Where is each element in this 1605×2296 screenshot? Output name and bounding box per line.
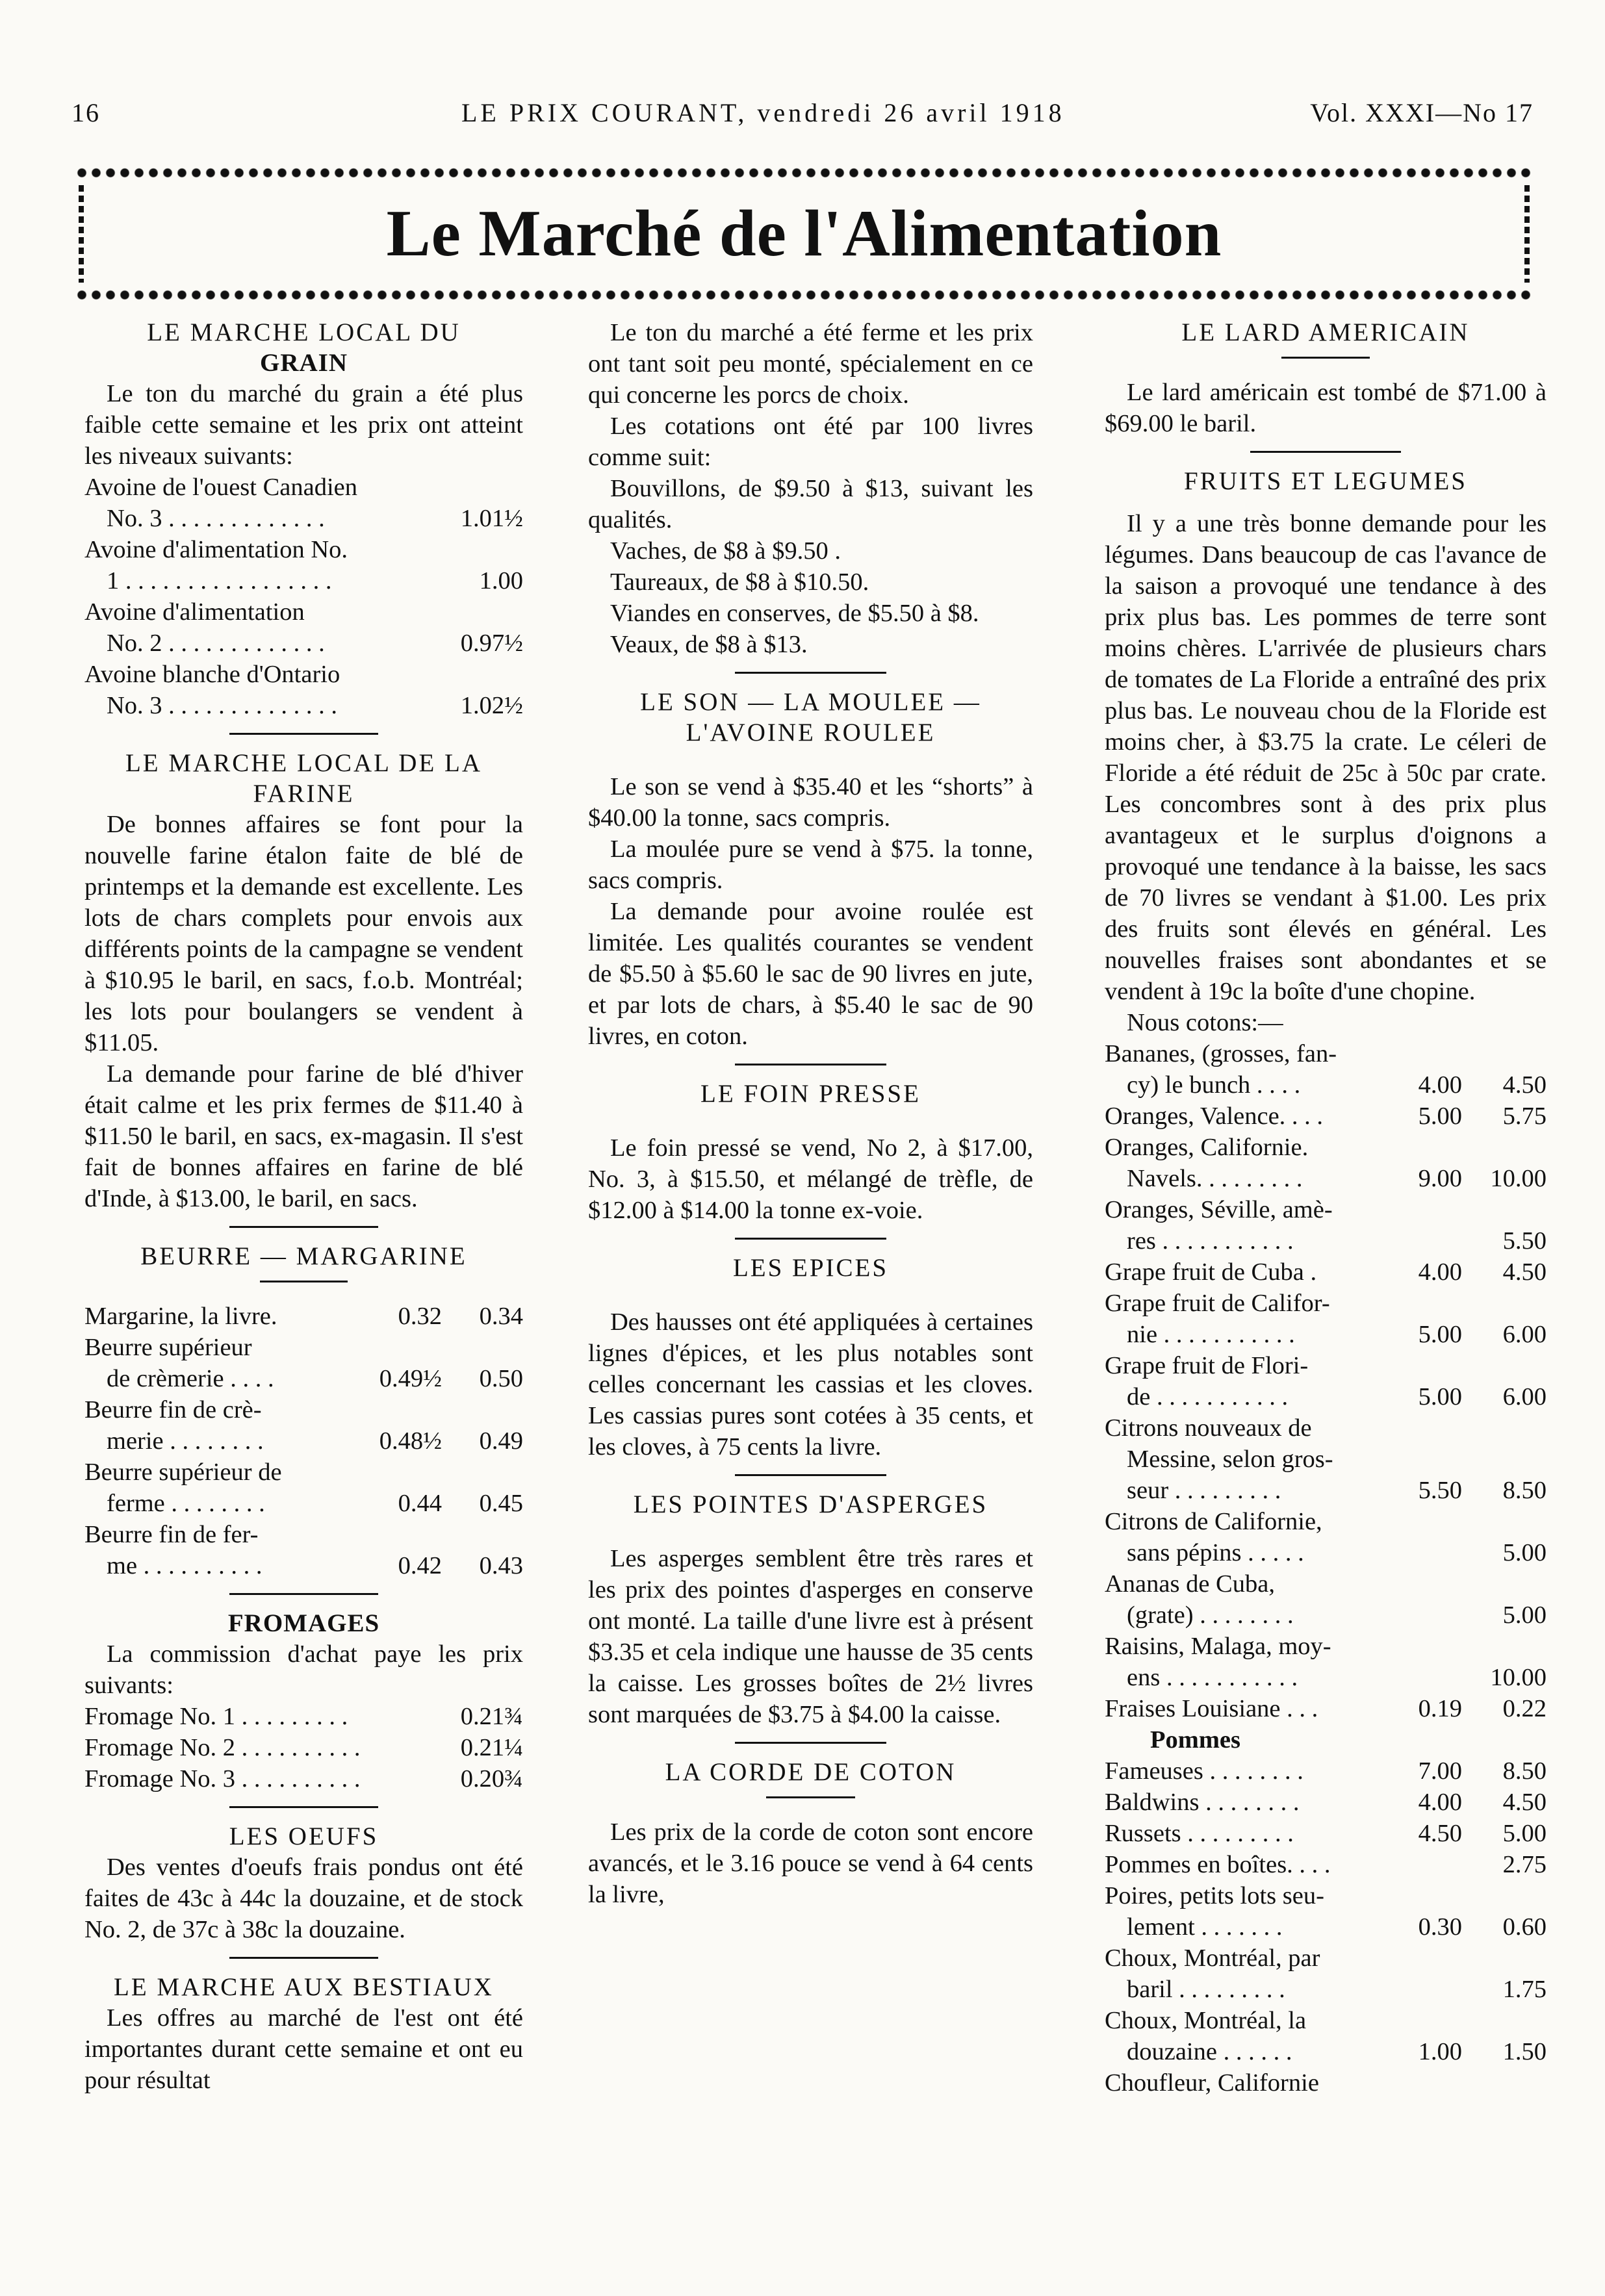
product-name: Beurre fin de fer-: [84, 1521, 259, 1548]
running-head: [71, 97, 1534, 136]
heading-underline: [766, 1796, 855, 1798]
price-min: [1391, 1974, 1462, 2005]
product-name: Citrons nouveaux de: [1105, 1414, 1312, 1442]
price-max: 0.49: [479, 1427, 523, 1455]
section-divider: [735, 1238, 886, 1240]
section-divider: [229, 1957, 379, 1959]
table-row: [1105, 2036, 1547, 2067]
coton-heading: LA CORDE DE COTON: [665, 1758, 957, 1786]
table-row: [84, 1732, 523, 1763]
product-name: Poires, petits lots seu-: [1105, 1882, 1324, 1909]
price-min: 0.49½: [379, 1365, 442, 1392]
price-max: 8.50: [1502, 1757, 1547, 1785]
product-name: Choux, Montréal, la: [1105, 2007, 1307, 2034]
bestiaux-continued-1: Le ton du marché a été ferme et les prix ont tant soit peu monté, spécialement en ce qui concerne les porcs de choix.: [588, 319, 1033, 409]
grain-intro: Le ton du marché du grain a été plus faible cette semaine et les prix ont atteint les niveaux suivants:: [84, 380, 523, 470]
product-name: Oranges, Valence. . . .: [1105, 1103, 1324, 1130]
price-min: 9.00: [1418, 1165, 1462, 1192]
fromages-price-table: [84, 1701, 523, 1794]
son-paragraph-1: Le son se vend à $35.40 et les “shorts” à $40.00 la tonne, sacs compris.: [588, 773, 1033, 832]
table-row: [1105, 1911, 1547, 1943]
price-max: 5.00: [1502, 1820, 1547, 1847]
section-divider: [229, 1593, 379, 1595]
table-row: [84, 1301, 523, 1332]
grain-item-sub: No. 3 . . . . . . . . . . . . . .: [107, 692, 338, 719]
publication-line: LE PRIX COURANT, vendredi 26 avril 1918: [461, 98, 1065, 127]
product-name: Russets . . . . . . . . .: [1105, 1820, 1294, 1847]
table-row: [1105, 2067, 1547, 2098]
section-divider: [229, 733, 379, 735]
heading-underline: [260, 1281, 348, 1282]
oeufs-heading: LES OEUFS: [229, 1822, 379, 1850]
product-name: Grape fruit de Cuba .: [1105, 1258, 1317, 1286]
table-row: [1105, 1849, 1547, 1880]
price-max: 5.00: [1502, 1539, 1547, 1566]
price-min: [1391, 1537, 1462, 1568]
price-max: 8.50: [1502, 1477, 1547, 1504]
price: 0.20¾: [460, 1765, 523, 1792]
table-row: [1105, 2005, 1547, 2036]
column-3: [1105, 317, 1547, 2279]
price-max: 5.00: [1502, 1601, 1547, 1629]
product-name: Grape fruit de Flori-: [1105, 1352, 1309, 1379]
table-row: [1105, 1069, 1547, 1101]
table-row: [1105, 1101, 1547, 1132]
product-sub: merie . . . . . . . .: [107, 1427, 264, 1455]
son-paragraph-2: La moulée pure se vend à $75. la tonne, sacs compris.: [588, 835, 1033, 894]
price-max: 4.50: [1502, 1258, 1547, 1286]
grain-item-name: Avoine blanche d'Ontario: [84, 661, 340, 688]
product-sub: me . . . . . . . . . .: [107, 1552, 263, 1579]
product-name: Beurre supérieur: [84, 1334, 252, 1361]
product-sub: ferme . . . . . . . .: [107, 1490, 265, 1517]
price-max: 0.45: [479, 1490, 523, 1517]
table-row: [84, 1394, 523, 1425]
price-max: 0.60: [1502, 1913, 1547, 1941]
table-row: [1105, 1350, 1547, 1381]
grain-item-name: Avoine de l'ouest Canadien: [84, 474, 357, 501]
product-sub: nie . . . . . . . . . . .: [1127, 1321, 1295, 1348]
product-sub: Messine, selon gros-: [1127, 1446, 1333, 1473]
product-name: Oranges, Séville, amè-: [1105, 1196, 1333, 1223]
product-sub: seur . . . . . . . . .: [1127, 1477, 1281, 1504]
epices-heading: LES EPICES: [732, 1254, 889, 1282]
epices-text: Des hausses ont été appliquées à certaines lignes d'épices, et les plus notables sont celles concernant les cassias et les cloves. Les cassias pures sont cotées à 35 cents, et les cloves, à 75 cents la livre.: [588, 1308, 1033, 1461]
price-min: 5.50: [1418, 1477, 1462, 1504]
product-name: Beurre supérieur de: [84, 1459, 282, 1486]
table-row: [1105, 1600, 1547, 1631]
table-row: [1105, 1194, 1547, 1225]
price-min: 4.00: [1418, 1071, 1462, 1099]
product-name: Ananas de Cuba,: [1105, 1570, 1275, 1598]
price-min: [1391, 1849, 1462, 1880]
section-divider: [735, 1064, 886, 1065]
pommes-subheading: Pommes: [1150, 1726, 1240, 1754]
price-max: 6.00: [1502, 1321, 1547, 1348]
table-row: [1105, 1693, 1547, 1724]
price-min: 0.44: [398, 1490, 442, 1517]
fromages-heading: FROMAGES: [227, 1609, 380, 1637]
price-max: 5.50: [1502, 1227, 1547, 1255]
product-name: Choufleur, Californie: [1105, 2069, 1319, 2097]
price-max: 4.50: [1502, 1789, 1547, 1816]
price-max: 10.00: [1490, 1165, 1547, 1192]
table-row: [1105, 1818, 1547, 1849]
product-name: Fromage No. 2 . . . . . . . . . .: [84, 1734, 361, 1761]
asperges-heading: LES POINTES D'ASPERGES: [633, 1490, 988, 1518]
price-min: [1391, 1600, 1462, 1631]
product-sub: de crèmerie . . . .: [107, 1365, 274, 1392]
fruits-heading: FRUITS ET LEGUMES: [1184, 467, 1467, 495]
product-sub: sans pépins . . . . .: [1127, 1539, 1304, 1566]
product-name: Choux, Montréal, par: [1105, 1945, 1320, 1972]
asperges-text: Les asperges semblent être très rares et les prix des pointes d'asperges en conserve ont monté. La taille d'une livre est à présent $3.35 et cela indique une hausse de 35 cents la caisse. Les grosses boîtes de 2½ livres sont marquées de $3.75 à $4.00 la caisse.: [588, 1545, 1033, 1728]
table-row: [84, 1519, 523, 1550]
price-min: 1.00: [1418, 2038, 1462, 2065]
product-name: Raisins, Malaga, moy-: [1105, 1633, 1331, 1660]
fruits-price-table: [1105, 1038, 1547, 2098]
table-row: [1105, 1256, 1547, 1288]
farine-heading: LE MARCHE LOCAL DE LA: [125, 749, 482, 777]
product-name: Citrons de Californie,: [1105, 1508, 1322, 1535]
table-row: [84, 1550, 523, 1581]
bestiaux-continued-6: Viandes en conserves, de $5.50 à $8.: [610, 600, 979, 627]
grain-item-price: 0.97½: [460, 630, 523, 657]
table-row: [84, 1763, 523, 1794]
table-row: [1105, 1225, 1547, 1256]
table-row: [1105, 1475, 1547, 1506]
column-2: [588, 317, 1033, 2279]
bestiaux-continued-4: Vaches, de $8 à $9.50 .: [610, 537, 841, 565]
price-max: 0.22: [1502, 1695, 1547, 1722]
product-sub: lement . . . . . . .: [1127, 1913, 1283, 1941]
price-min: 0.48½: [379, 1427, 442, 1455]
section-divider: [229, 1806, 379, 1808]
price-min: 0.19: [1418, 1695, 1462, 1722]
heading-underline: [1281, 357, 1370, 359]
table-row: [84, 1457, 523, 1488]
price-max: 6.00: [1502, 1383, 1547, 1410]
product-sub: ens . . . . . . . . . . .: [1127, 1664, 1298, 1691]
bestiaux-continued-3: Bouvillons, de $9.50 à $13, suivant les qualités.: [588, 475, 1033, 533]
son-paragraph-3: La demande pour avoine roulée est limitée. Les qualités courantes se vendent de $5.50 à $5.60 le sac de 90 livres en jute, et par lots de chars, à $5.40 le sac de 90 livres, en coton.: [588, 898, 1033, 1050]
bestiaux-continued-2: Les cotations ont été par 100 livres comme suit:: [588, 413, 1033, 471]
product-name: Fraises Louisiane . . .: [1105, 1695, 1318, 1722]
product-name: Beurre fin de crè-: [84, 1396, 262, 1423]
price-max: 1.50: [1502, 2038, 1547, 2065]
price-max: 1.75: [1502, 1976, 1547, 2003]
beurre-price-table: [84, 1301, 523, 1581]
table-row: [1105, 1943, 1547, 1974]
product-name: Pommes en boîtes. . . .: [1105, 1851, 1331, 1878]
farine-paragraph-2: La demande pour farine de blé d'hiver était calme et les prix fermes de $11.40 à $11.50 le baril, en sacs, ex-magasin. Il s'est fait de bonnes affaires en farine de blé d'Inde, à $13.00, le baril, en sacs.: [84, 1060, 523, 1212]
foin-text: Le foin pressé se vend, No 2, à $17.00, No. 3, à $15.50, et mélangé de trèfle, de $12.00 à $14.00 la tonne ex-voie.: [588, 1134, 1033, 1224]
farine-heading-2: FARINE: [253, 780, 355, 808]
table-row: [1105, 1787, 1547, 1818]
product-sub: res . . . . . . . . . . .: [1127, 1227, 1294, 1255]
section-divider: [735, 1474, 886, 1476]
grain-item-price: 1.02½: [460, 692, 523, 719]
table-row: [1105, 1755, 1547, 1787]
farine-paragraph-1: De bonnes affaires se font pour la nouvelle farine étalon faite de blé de printemps et la demande est excellente. Les lots de chars complets pour envois aux différents points de la campagne se vendent à $10.95 le baril, en sacs, f.o.b. Montréal; les lots pour boulangers se vendent à $11.05.: [84, 811, 523, 1056]
grain-item-sub: No. 3 . . . . . . . . . . . . .: [107, 505, 325, 532]
grain-price-list: [84, 472, 523, 721]
price-min: [1391, 1225, 1462, 1256]
product-name: Baldwins . . . . . . . .: [1105, 1789, 1300, 1816]
table-row: [1105, 1724, 1547, 1755]
product-name: Margarine, la livre.: [84, 1303, 277, 1330]
product-sub: Navels. . . . . . . . .: [1127, 1165, 1303, 1192]
product-sub: baril . . . . . . . . .: [1127, 1976, 1285, 2003]
table-row: [1105, 1163, 1547, 1194]
grain-item-name: Avoine d'alimentation No.: [84, 536, 348, 563]
grain-heading: LE MARCHE LOCAL DU: [147, 318, 461, 346]
section-divider: [735, 672, 886, 674]
table-row: [1105, 1880, 1547, 1911]
section-title: Le Marché de l'Alimentation: [386, 197, 1222, 270]
coton-text: Les prix de la corde de coton sont encore avancés, et le 3.16 pouce se vend à 64 cents la livre,: [588, 1818, 1033, 1908]
price-min: 0.30: [1418, 1913, 1462, 1941]
ornament-border-bottom: [75, 288, 1534, 302]
price-min: 7.00: [1418, 1757, 1462, 1785]
grain-item-price: 1.00: [479, 567, 523, 594]
price-max: 0.43: [479, 1552, 523, 1579]
table-row: [1105, 1412, 1547, 1444]
table-row: [84, 1701, 523, 1732]
price-min: [1391, 1662, 1462, 1693]
fruits-text: Il y a une très bonne demande pour les légumes. Dans beaucoup de cas l'avance de la saison a provoqué une tendance à des prix plus bas. Les pommes de terre sont moins chères. L'arrivée de plusieurs chars de tomates de La Floride a entraîné des prix plus bas. Le nouveau chou de la Floride est moins cher, à $3.75 la crate. Le céleri de Floride a été réduit de 25c à 50c par crate. Les concombres sont à des prix plus avantageux et le surplus d'oignons a provoqué une tendance à la baisse, les sacs de 70 livres se vendant à $1.00. Les prix des fruits sont élevés en général. Les nouvelles fraises sont abondantes et se vendent à 19c la boîte d'une chopine.: [1105, 510, 1547, 1005]
product-name: Grape fruit de Califor-: [1105, 1290, 1330, 1317]
price-max: 4.50: [1502, 1071, 1547, 1099]
table-row: [1105, 1537, 1547, 1568]
product-name: Fameuses . . . . . . . .: [1105, 1757, 1303, 1785]
price-min: 5.00: [1418, 1321, 1462, 1348]
price-max: 0.50: [479, 1365, 523, 1392]
table-row: [1105, 1132, 1547, 1163]
product-sub: cy) le bunch . . . .: [1127, 1071, 1301, 1099]
price: 0.21¼: [460, 1734, 523, 1761]
price-max: 0.34: [479, 1303, 523, 1330]
price-min: 0.32: [398, 1303, 442, 1330]
table-row: [1105, 1288, 1547, 1319]
bestiaux-heading: LE MARCHE AUX BESTIAUX: [114, 1973, 494, 2001]
section-divider: [229, 1226, 379, 1228]
bestiaux-continued-7: Veaux, de $8 à $13.: [610, 631, 808, 658]
price-min: 4.50: [1418, 1820, 1462, 1847]
grain-item-sub: No. 2 . . . . . . . . . . . . .: [107, 630, 325, 657]
volume-number: Vol. XXXI—No 17: [1310, 98, 1534, 127]
table-row: [1105, 1974, 1547, 2005]
oeufs-text: Des ventes d'oeufs frais pondus ont été faites de 43c à 44c la douzaine, et de stock No. 2, de 37c à 38c la douzaine.: [84, 1854, 523, 1943]
lard-text: Le lard américain est tombé de $71.00 à $69.00 le baril.: [1105, 379, 1547, 437]
table-row: [1105, 1444, 1547, 1475]
table-row: [84, 1425, 523, 1457]
price-min: 4.00: [1418, 1789, 1462, 1816]
product-name: Fromage No. 3 . . . . . . . . . .: [84, 1765, 361, 1792]
ornament-border-top: [75, 166, 1534, 180]
price-max: 5.75: [1502, 1103, 1547, 1130]
column-1: [84, 317, 523, 2279]
section-banner: [75, 166, 1534, 302]
table-row: [84, 1488, 523, 1519]
beurre-heading: BEURRE — MARGARINE: [140, 1242, 467, 1270]
grain-item-sub: 1 . . . . . . . . . . . . . . . . .: [107, 567, 332, 594]
table-row: [1105, 1662, 1547, 1693]
table-row: [1105, 1319, 1547, 1350]
section-divider: [1250, 451, 1400, 453]
fromages-intro: La commission d'achat paye les prix suivants:: [84, 1640, 523, 1699]
table-row: [1105, 1381, 1547, 1412]
table-row: [1105, 1038, 1547, 1069]
price-min: 5.00: [1418, 1383, 1462, 1410]
son-heading-2: L'AVOINE ROULEE: [686, 719, 936, 746]
product-name: Oranges, Californie.: [1105, 1134, 1309, 1161]
product-sub: douzaine . . . . . .: [1127, 2038, 1292, 2065]
foin-heading: LE FOIN PRESSE: [700, 1080, 921, 1108]
price-max: 2.75: [1502, 1851, 1547, 1878]
price-max: 10.00: [1490, 1664, 1547, 1691]
bestiaux-continued-5: Taureaux, de $8 à $10.50.: [610, 568, 869, 596]
table-row: [1105, 1568, 1547, 1600]
section-divider: [735, 1742, 886, 1744]
grain-item-name: Avoine d'alimentation: [84, 598, 305, 626]
product-name: Fromage No. 1 . . . . . . . . .: [84, 1703, 348, 1730]
fruits-cotons: Nous cotons:—: [1127, 1009, 1283, 1036]
page-number: 16: [71, 98, 100, 127]
price: 0.21¾: [460, 1703, 523, 1730]
grain-item-price: 1.01½: [460, 505, 523, 532]
price-min: 5.00: [1418, 1103, 1462, 1130]
son-heading: LE SON — LA MOULEE —: [640, 688, 981, 716]
product-sub: (grate) . . . . . . . .: [1127, 1601, 1294, 1629]
price-min: 4.00: [1418, 1258, 1462, 1286]
table-row: [1105, 1631, 1547, 1662]
bestiaux-text: Les offres au marché de l'est ont été importantes durant cette semaine et ont eu pour résultat: [84, 2004, 523, 2094]
product-sub: de . . . . . . . . . . .: [1127, 1383, 1289, 1410]
product-name: Bananes, (grosses, fan-: [1105, 1040, 1337, 1067]
grain-heading-2: GRAIN: [259, 349, 348, 377]
table-row: [1105, 1506, 1547, 1537]
price-min: 0.42: [398, 1552, 442, 1579]
table-row: [84, 1363, 523, 1394]
table-row: [84, 1332, 523, 1363]
lard-heading: LE LARD AMERICAIN: [1181, 318, 1470, 346]
